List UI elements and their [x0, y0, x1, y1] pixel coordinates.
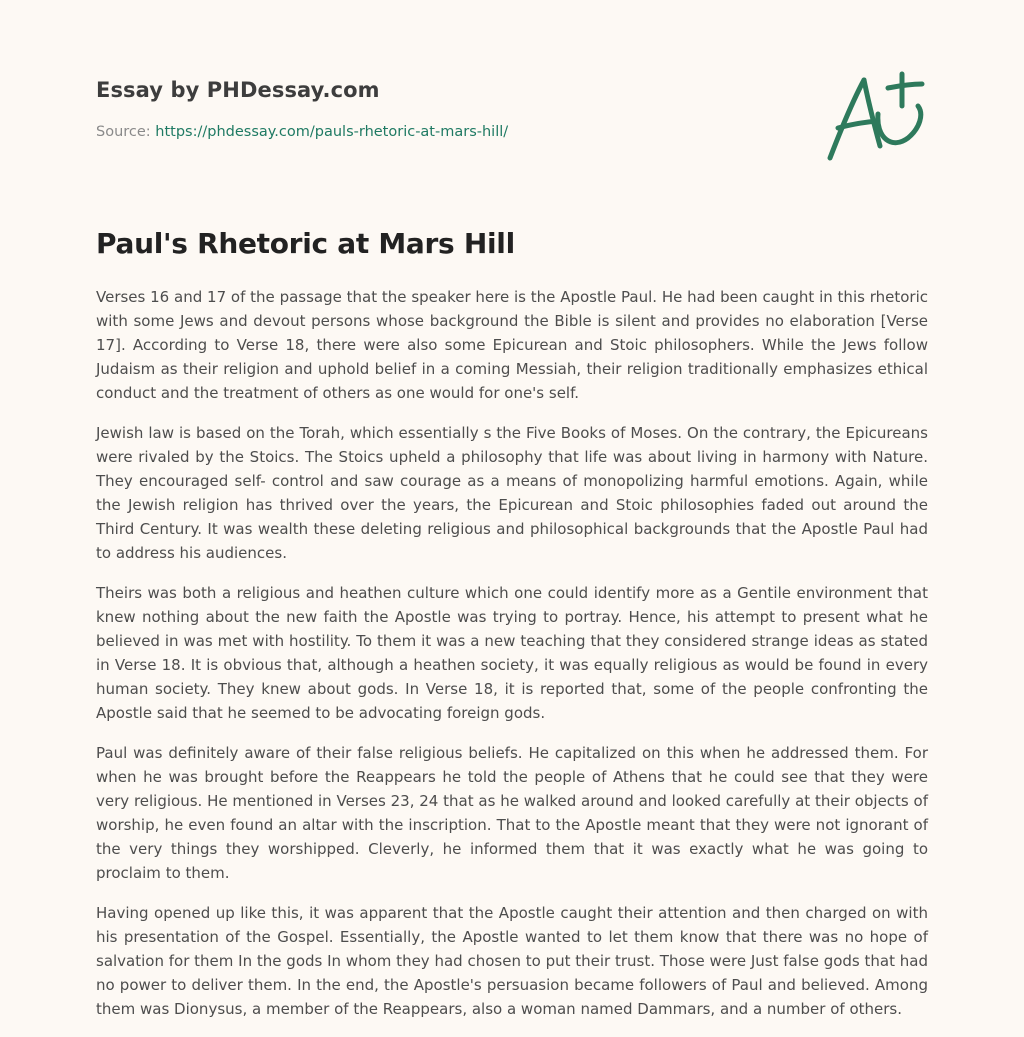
- a-plus-logo: [818, 66, 930, 166]
- essay-paragraph: Verses 16 and 17 of the passage that the speaker here is the Apostle Paul. He had been caught in this rhetoric with some Jews and devout persons whose background the Bible is silent and provides no elaboration [Verse 17]. According to Verse 18, there were also some Epicurean and Stoic philosophers. While the Jews follow Judaism as their religion and uphold belief in a coming Messiah, their religion traditionally emphasizes ethical conduct and the treatment of others as one would for one's self.: [96, 288, 928, 402]
- source-link[interactable]: https://phdessay.com/pauls-rhetoric-at-mars-hill/: [155, 124, 509, 140]
- essay-paragraph: Jewish law is based on the Torah, which essentially s the Five Books of Moses. On the contrary, the Epicureans were rivaled by the Stoics. The Stoics upheld a philosophy that life was about living in harmony with Nature. They encouraged self- control and saw courage as a means of monopolizing harmful emotions. Again, while the Jewish religion has thrived over the years, the Epicurean and Stoic philosophies faded out around the Third Century. It was wealth these deleting religious and philosophical backgrounds that the Apostle Paul had to address his audiences.: [96, 424, 928, 562]
- site-brand: Essay by PHDessay.com: [96, 78, 380, 102]
- source-line: [96, 122, 796, 142]
- page-header: [96, 72, 796, 142]
- essay-paragraph: Paul was definitely aware of their false religious beliefs. He capitalized on this when he addressed them. For when he was brought before the Reappears he told the people of Athens that he could see that they were very religious. He mentioned in Verses 23, 24 that as he walked around and looked carefully at their objects of worship, he even found an altar with the inscription. That to the Apostle meant that they were not ignorant of the very things they worshipped. Cleverly, he informed them that it was exactly what he was going to proclaim to them.: [96, 744, 928, 882]
- essay-paragraph: Having opened up like this, it was apparent that the Apostle caught their attention and then charged on with his presentation of the Gospel. Essentially, the Apostle wanted to let them know that there was no hope of salvation for them In the gods In whom they had chosen to put their trust. Those were Just false gods that had no power to deliver them. In the end, the Apostle's persuasion became followers of Paul and believed. Among them was Dionysus, a member of the Reappears, also a woman named Dammars, and a number of others.: [96, 904, 928, 1018]
- source-label: Source:: [96, 124, 156, 140]
- essay-title: Paul's Rhetoric at Mars Hill: [96, 227, 515, 260]
- essay-paragraph: Theirs was both a religious and heathen culture which one could identify more as a Gentile environment that knew nothing about the new faith the Apostle was trying to portray. Hence, his attempt to present what he believed in was met with hostility. To them it was a new teaching that they considered strange ideas as stated in Verse 18. It is obvious that, although a heathen society, it was equally religious as would be found in every human society. They knew about gods. In Verse 18, it is reported that, some of the people confronting the Apostle said that he seemed to be advocating foreign gods.: [96, 584, 928, 722]
- essay-body: [96, 285, 928, 1037]
